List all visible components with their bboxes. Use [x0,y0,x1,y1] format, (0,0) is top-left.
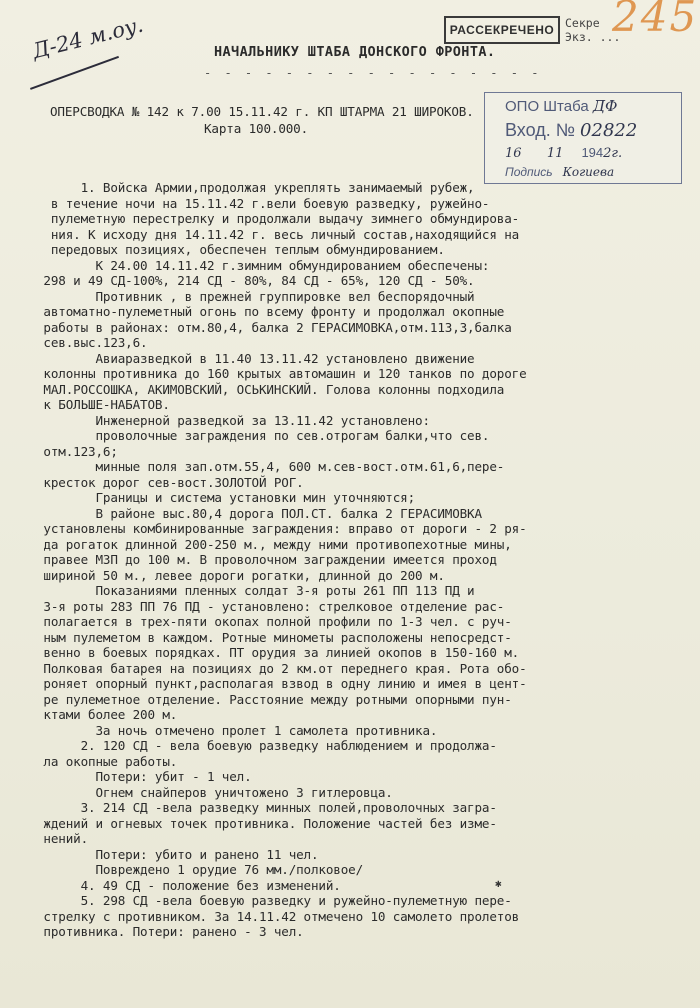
body-line: За ночь отмечено пролет 1 самолета противника. [36,722,438,738]
body-line: Показаниями пленных солдат 3-я роты 261 ПП 113 ПД и [36,583,475,598]
body-line: к БОЛЬШЕ-НАБАТОВ. [36,397,170,412]
body-line: венно в боевых порядках. ПТ орудия за линией окопов в 150-160 м. [36,645,520,660]
body-line: передовых позициях, обеспечен теплым обмундированием. [36,242,445,257]
body-line: шириной 50 м., левее дороги рогатки, длинной до 200 м. [36,567,445,583]
body-line: да рогаток длинной 200-250 м., между ними противопехотные мины, [36,536,512,552]
body-line: Огнем снайперов уничтожено 3 гитлеровца. [36,784,393,800]
body-line: МАЛ.РОССОШКА, АКИМОВСКИЙ, ОСЬКИНСКИЙ. Голова колонны подходила [36,381,505,397]
body-line: пулеметную перестрелку и продолжали выдачу зимнего обмундирова- [36,211,520,226]
archive-reference-number: 245 [612,0,699,41]
body-line: 3. 214 СД -вела разведку минных полей,проволочных загра- [36,800,497,815]
body-line: 2. 120 СД - вела боевую разведку наблюдением и продолжа- [36,738,497,753]
body-line: ктами более 200 м. [36,707,178,722]
margin-handwritten-note: Д-24 м.оу. [30,12,146,64]
body-line: Инженерной разведкой за 13.11.42 установлено: [36,412,430,428]
map-scale-line: Карта 100.000. [204,121,309,136]
body-line: К 24.00 14.11.42 г.зимним обмундированием обеспечены: [36,257,490,273]
body-line: отм.123,6; [36,443,118,459]
body-line: Повреждено 1 орудие 76 мм./полковое/ [36,862,364,877]
secrecy-marking [565,16,620,44]
heading-dashes: - - - - - - - - - - - - - - - - - [204,66,542,80]
body-line: 5. 298 СД -вела боевую разведку и ружейно-пулеметную пере- [36,893,512,908]
body-line: кресток дорог сев-вост.ЗОЛОТОЙ РОГ. [36,474,304,490]
body-line: ным пулеметом в каждом. Ротные минометы расположены непосредст- [36,629,512,645]
body-line: Потери: убит - 1 чел. [36,769,252,784]
body-line: установлены комбинированные заграждения: вправо от дороги - 2 ря- [36,521,527,536]
body-line: проволочные заграждения по сев.отрогам балки,что сев. [36,428,490,443]
body-line: 4. 49 СД - положение без изменений. [36,877,341,893]
body-line: Авиаразведкой в 11.40 13.11.42 установлено движение [36,350,475,366]
body-line: нений. [36,831,89,846]
body-line: сев.выс.123,6. [36,335,148,350]
stamp-signature-line: Подпись Когиева [505,165,615,179]
stamp-office-line: ОПО Штаба ДФ [505,97,618,115]
body-line: Потери: убито и ранено 11 чел. [36,846,319,862]
body-line: противника. Потери: ранено - 3 чел. [36,924,304,939]
body-line: стрелку с противником. За 14.11.42 отмечено 10 самолето пролетов [36,908,520,924]
body-line: минные поля зап.отм.55,4, 600 м.сев-вост.отм.61,6,пере- [36,459,505,474]
report-header-line: ОПЕРСВОДКА № 142 к 7.00 15.11.42 г. КП ШТАРМА 21 ШИРОКОВ. [50,104,474,119]
ink-mark: ✱ [495,877,502,890]
body-line: 298 и 49 СД-100%, 214 СД - 80%, 84 СД - 65%, 120 СД - 50%. [36,273,475,288]
body-line: работы в районах: отм.80,4, балка 2 ГЕРАСИМОВКА,отм.113,3,балка [36,319,512,335]
body-line: 3-я роты 283 ПП 76 ПД - установлено: стрелковое отделение рас- [36,598,505,614]
body-line: Полковая батарея на позициях до 2 км.от переднего края. Рота обо- [36,660,527,676]
body-line: ждений и огневых точек противника. Положение частей без изме- [36,815,497,831]
body-line: В районе выс.80,4 дорога ПОЛ.СТ. балка 2 ГЕРАСИМОВКА [36,505,482,521]
report-body [36,180,527,940]
body-line: ре пулеметное отделение. Расстояние между ротными опорными пун- [36,691,512,707]
body-line: автоматно-пулеметный огонь по всему фронту и продолжал окопные [36,304,505,319]
body-line: 1. Войска Армии,продолжая укреплять занимаемый рубеж, [36,180,475,195]
secrecy-line-2: Экз. ... [565,30,621,44]
declassified-stamp: РАССЕКРЕЧЕНО [444,16,560,44]
body-line: полагается в трех-пяти окопах полной профили по 1-3 чел. с руч- [36,614,512,629]
registration-stamp [484,92,682,184]
body-line: Границы и система установки мин уточняются; [36,490,416,505]
body-line: ния. К исходу дня 14.11.42 г. весь личный состав,находящийся на [36,226,520,242]
body-line: в течение ночи на 15.11.42 г.вели боевую разведку, ружейно- [36,195,490,211]
addressee-heading: НАЧАЛЬНИКУ ШТАБА ДОНСКОГО ФРОНТА. [214,44,496,60]
secrecy-line-1: Секре [565,16,600,30]
stamp-entry-line: Вход. № 02822 [505,120,638,141]
stamp-date-line: 16 11 1942г. [505,145,623,161]
body-line: Противник , в прежней группировке вел беспорядочный [36,288,475,304]
body-line: ла окопные работы. [36,753,178,769]
body-line: роняет опорный пункт,располагая взвод в одну линию и имея в цент- [36,676,527,691]
body-line: колонны противника до 160 крытых автомашин и 120 танков по дороге [36,366,527,381]
body-line: правее МЗП до 100 м. В проволочном заграждении имеется проход [36,552,497,567]
